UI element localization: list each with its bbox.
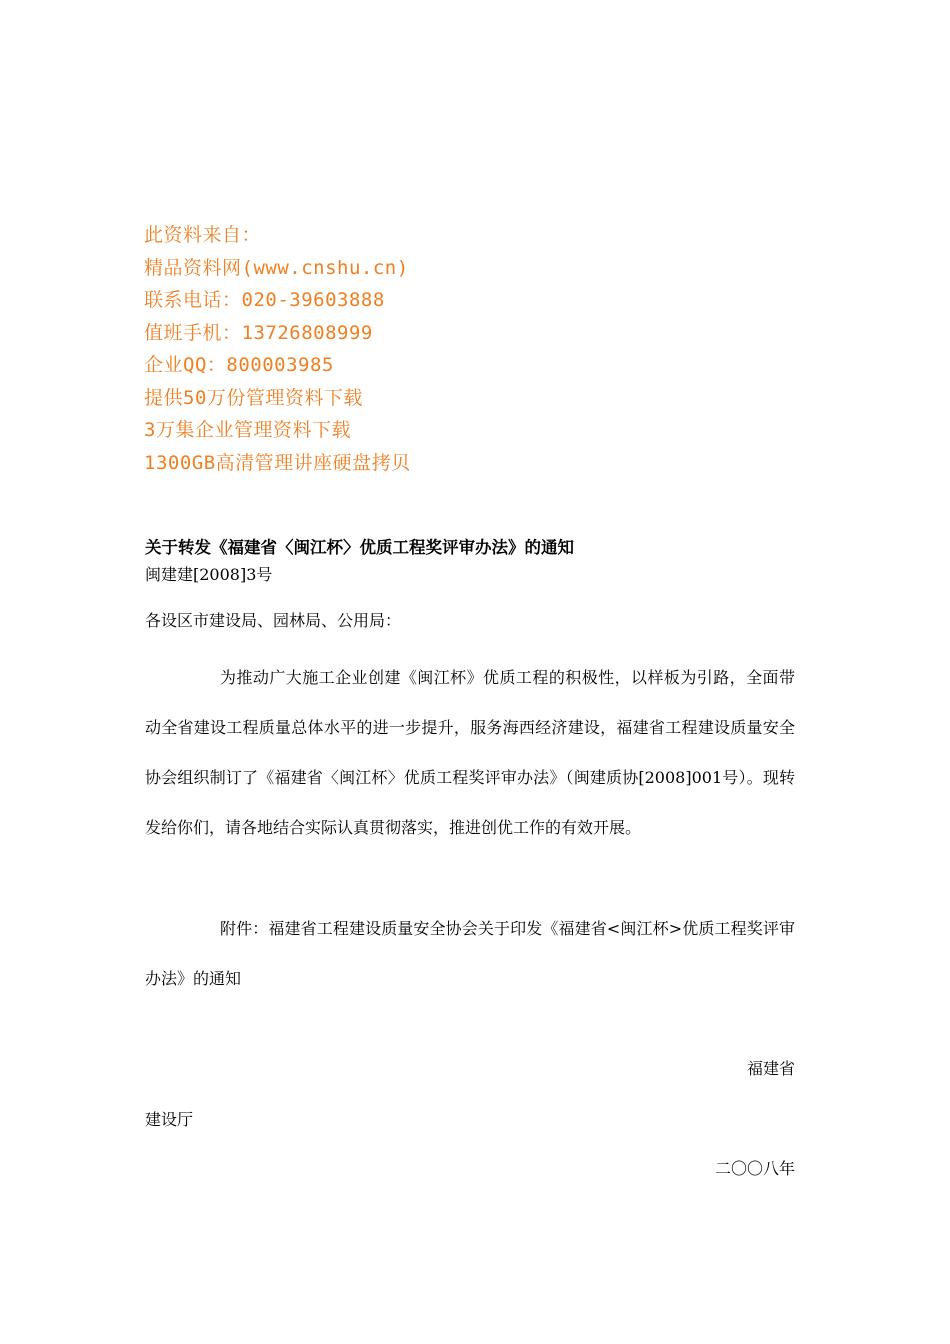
promo-offer-1: 提供50万份管理资料下载 — [144, 386, 363, 409]
body-paragraph: 为推动广大施工企业创建《闽江杯》优质工程的积极性，以样板为引路，全面带动全省建设工程质量总体水平的进一步提升，服务海西经济建设，福建省工程建设质量安全协会组织制订了《福建省〈闽江杯〉优质工程奖评审办法》（闽建质协[2008]001号）。现转发给你们，请各地结合实际认真贯彻落实，推进创优工作的有效开展。 — [145, 668, 795, 837]
promo-offer-3: 1300GB高清管理讲座硬盘拷贝 — [144, 451, 411, 474]
promo-block — [144, 219, 411, 479]
promo-website: 精品资料网(www.cnshu.cn) — [144, 256, 409, 279]
notice-document — [145, 534, 795, 1178]
signature-department: 建设厅 — [145, 1110, 194, 1129]
attachment-line: 附件：福建省工程建设质量安全协会关于印发《福建省<闽江杯>优质工程奖评审办法》的通知 — [145, 919, 795, 988]
promo-phone: 联系电话：020-39603888 — [144, 289, 385, 311]
promo-offer-2: 3万集企业管理资料下载 — [144, 419, 351, 441]
promo-heading: 此资料来自： — [144, 224, 262, 246]
signature-date: 二〇〇八年 — [714, 1159, 795, 1178]
notice-title: 关于转发《福建省〈闽江杯〉优质工程奖评审办法》的通知 — [145, 538, 574, 557]
promo-mobile: 值班手机：13726808999 — [144, 321, 373, 344]
promo-qq: 企业QQ：800003985 — [144, 354, 334, 376]
signature-province: 福建省 — [746, 1059, 795, 1078]
document-number: 闽建建[2008]3号 — [145, 565, 273, 584]
salutation: 各设区市建设局、园林局、公用局： — [145, 611, 402, 630]
